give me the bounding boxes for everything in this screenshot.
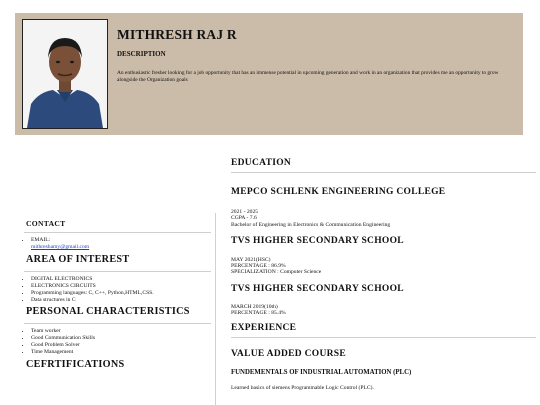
list-item: • ELECTRONICS CIRCUITS bbox=[31, 283, 211, 290]
list-item: • Programming languages: C, C++, Python,HTML,CSS. bbox=[31, 290, 211, 297]
college-details bbox=[231, 209, 536, 228]
interest-divider bbox=[24, 271, 211, 272]
sslc-date: MARCH 2019(10th) bbox=[231, 303, 278, 310]
email-label: EMAIL: bbox=[31, 237, 51, 243]
contact-heading: CONTACT bbox=[26, 219, 66, 228]
hsc-date: MAY 2021(HSC) bbox=[231, 256, 271, 263]
list-item: • Time Management bbox=[31, 349, 211, 356]
description-text: An enthusiastic fresher looking for a job opportunity that has an immense potential in upcoming generation and work in an organization that provides me an opportunity to grow alongside the Organization goals bbox=[117, 70, 499, 84]
contact-divider bbox=[24, 232, 211, 233]
college-cgpa: CGPA - 7.6 bbox=[231, 215, 257, 222]
interest-list bbox=[18, 276, 211, 304]
hsc-details bbox=[231, 257, 536, 276]
college-years: 2021 - 2025 bbox=[231, 209, 259, 215]
email-link[interactable]: mithreshamy@gmail.com bbox=[31, 243, 90, 250]
sslc-details bbox=[231, 304, 536, 317]
list-item: • Team worker bbox=[31, 328, 211, 335]
list-item: • Data structures in C bbox=[31, 297, 211, 304]
sslc-percentage: PERCENTAGE : 85.4% bbox=[231, 310, 286, 317]
experience-divider bbox=[231, 337, 536, 338]
course-detail: Learned basics of siemens Programmable Logic Control (PLC). bbox=[231, 385, 374, 392]
hsc-school-name: TVS HIGHER SECONDARY SCHOOL bbox=[231, 235, 404, 246]
education-divider bbox=[231, 172, 536, 173]
personal-list bbox=[18, 328, 211, 356]
header-banner bbox=[15, 13, 523, 135]
hsc-specialization: SPECIALIZATION : Computer Science bbox=[231, 269, 322, 276]
course-title: FUNDEMENTALS OF INDUSTRIAL AUTOMATION (PLC) bbox=[231, 369, 412, 377]
education-heading: EDUCATION bbox=[231, 158, 292, 168]
list-item: • DIGITAL ELECTRONICS bbox=[31, 276, 211, 283]
interest-heading: AREA OF INTEREST bbox=[26, 253, 130, 265]
certifications-heading: CEFRTIFICATIONS bbox=[26, 359, 125, 371]
description-heading: DESCRIPTION bbox=[117, 50, 166, 58]
personal-heading: PERSONAL CHARACTERISTICS bbox=[26, 306, 190, 318]
sslc-school-name: TVS HIGHER SECONDARY SCHOOL bbox=[231, 283, 404, 294]
left-column bbox=[18, 219, 211, 376]
contact-list bbox=[18, 237, 211, 251]
avatar-image bbox=[23, 20, 107, 128]
college-degree: Bachelor of Engineering in Electronics & Communication Engineering bbox=[231, 221, 391, 228]
column-divider bbox=[215, 213, 216, 405]
list-item: • Good Problem Solver bbox=[31, 342, 211, 349]
value-added-heading: VALUE ADDED COURSE bbox=[231, 349, 347, 360]
hsc-percentage: PERCENTAGE : 86.9% bbox=[231, 263, 286, 270]
personal-divider bbox=[24, 323, 211, 324]
contact-email-item bbox=[31, 237, 211, 251]
profile-photo bbox=[22, 19, 108, 129]
list-item: • Good Communication Skills bbox=[31, 335, 211, 342]
right-column bbox=[231, 158, 536, 392]
candidate-name: MITHRESH RAJ R bbox=[117, 27, 237, 42]
college-name: MEPCO SCHLENK ENGINEERING COLLEGE bbox=[231, 187, 446, 197]
experience-heading: EXPERIENCE bbox=[231, 323, 297, 334]
